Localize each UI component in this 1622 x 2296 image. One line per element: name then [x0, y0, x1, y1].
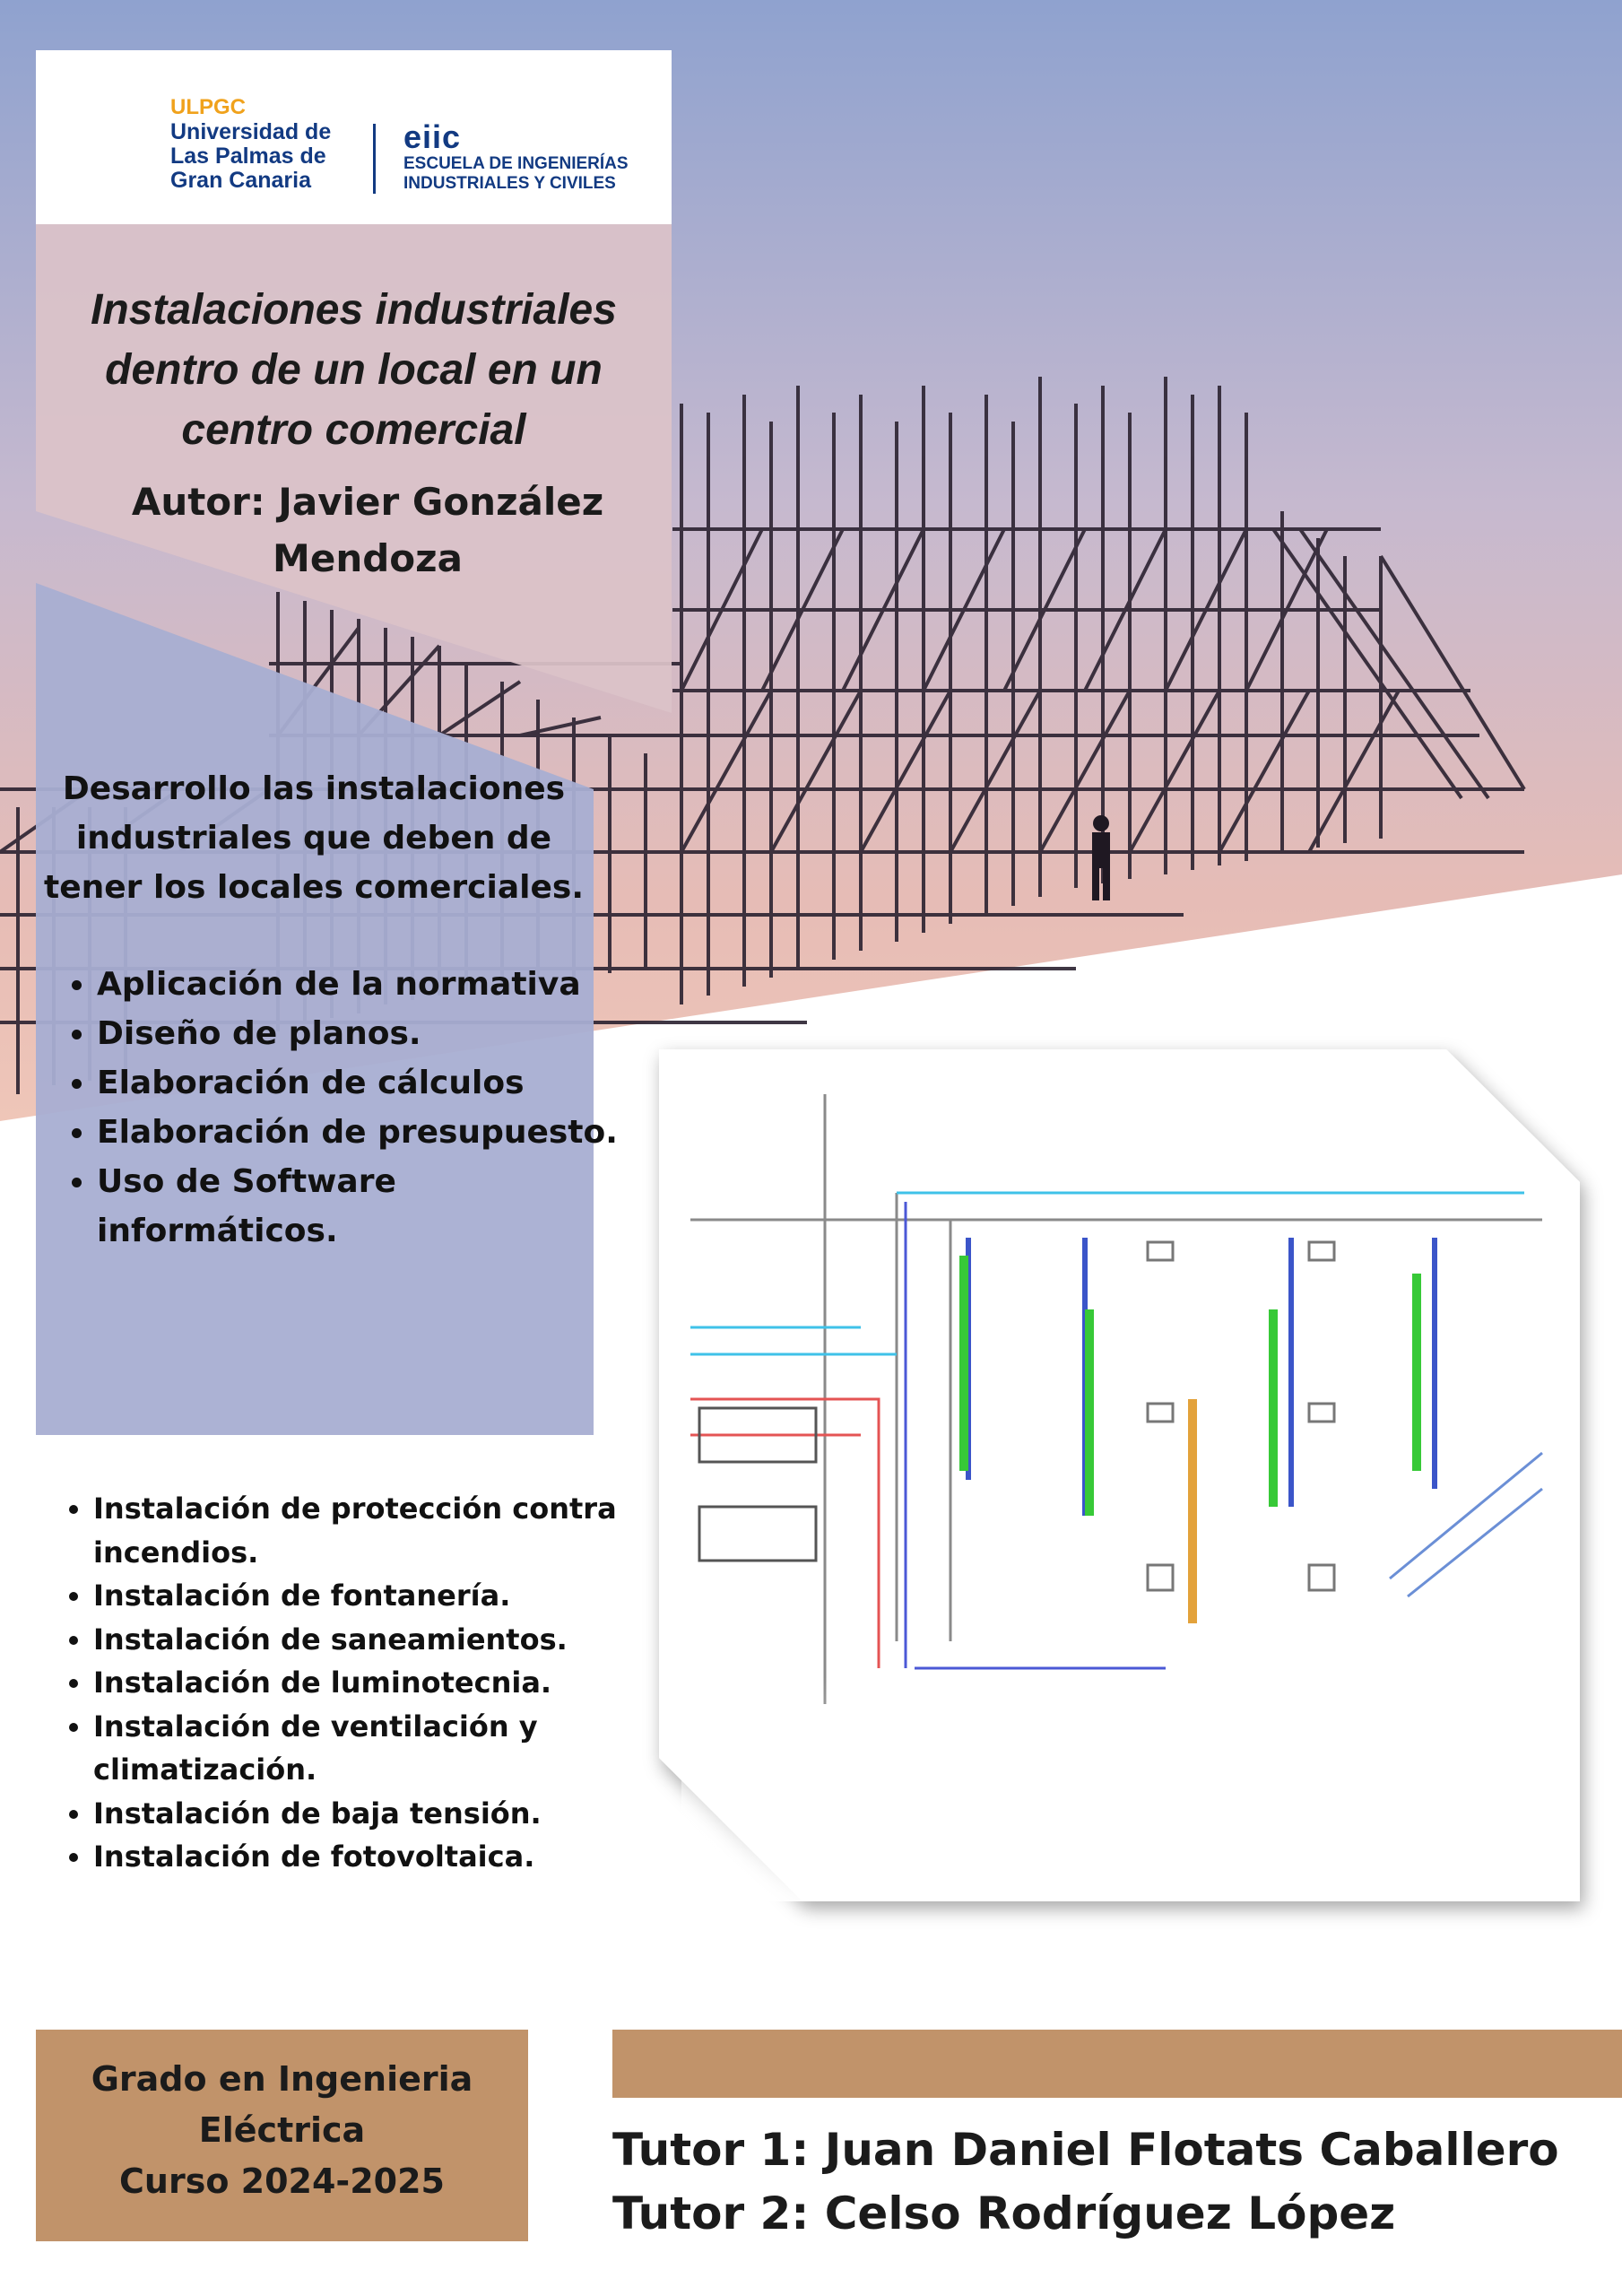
tutor-2: Tutor 2: Celso Rodríguez López: [612, 2187, 1396, 2239]
list-item: • Instalación de luminotecnia.: [93, 1661, 667, 1705]
tutors: [612, 2118, 1617, 2246]
author: Autor: Javier González Mendoza: [131, 480, 604, 580]
tutor-accent-bar: [612, 2030, 1622, 2098]
list-item: • Instalación de fotovoltaica.: [93, 1835, 667, 1879]
list-item: • Aplicación de la normativa: [97, 960, 635, 1009]
floor-plan-reflection: [681, 1677, 1578, 1901]
list-item: • Instalación de saneamientos.: [93, 1618, 667, 1662]
list-item: • Instalación de ventilación y climatización.: [93, 1705, 667, 1792]
project-title: Instalaciones industriales dentro de un local en un centro comercial: [91, 286, 617, 454]
list-item: • Instalación de protección contra incendios.: [93, 1487, 667, 1574]
school-logo-mark: eiic: [403, 118, 462, 155]
ulpgc-acronym: ULPGC: [170, 95, 246, 119]
school-name: ESCUELA DE INGENIERÍAS INDUSTRIALES Y CIVILES: [403, 154, 629, 193]
university-name: Universidad de Las Palmas de Gran Canaria: [170, 119, 332, 193]
logo-divider: [373, 124, 376, 194]
list-item: • Elaboración de cálculos: [97, 1058, 635, 1108]
intro-text: Desarrollo las instalaciones industriales que deben de tener los locales comerciales.: [44, 770, 584, 906]
list-item: • Elaboración de presupuesto.: [97, 1108, 635, 1157]
list-item: • Uso de Software informáticos.: [97, 1157, 635, 1256]
skills-list: [61, 960, 635, 1256]
tutor-1: Tutor 1: Juan Daniel Flotats Caballero: [612, 2124, 1559, 2176]
list-item: • Instalación de baja tensión.: [93, 1792, 667, 1836]
list-item: • Diseño de planos.: [97, 1009, 635, 1058]
logo-header: [36, 50, 672, 224]
list-item: • Instalación de fontanería.: [93, 1574, 667, 1618]
degree-info: Grado en Ingenieria Eléctrica Curso 2024-2025: [91, 2059, 473, 2201]
installations-list: [61, 1487, 667, 1879]
